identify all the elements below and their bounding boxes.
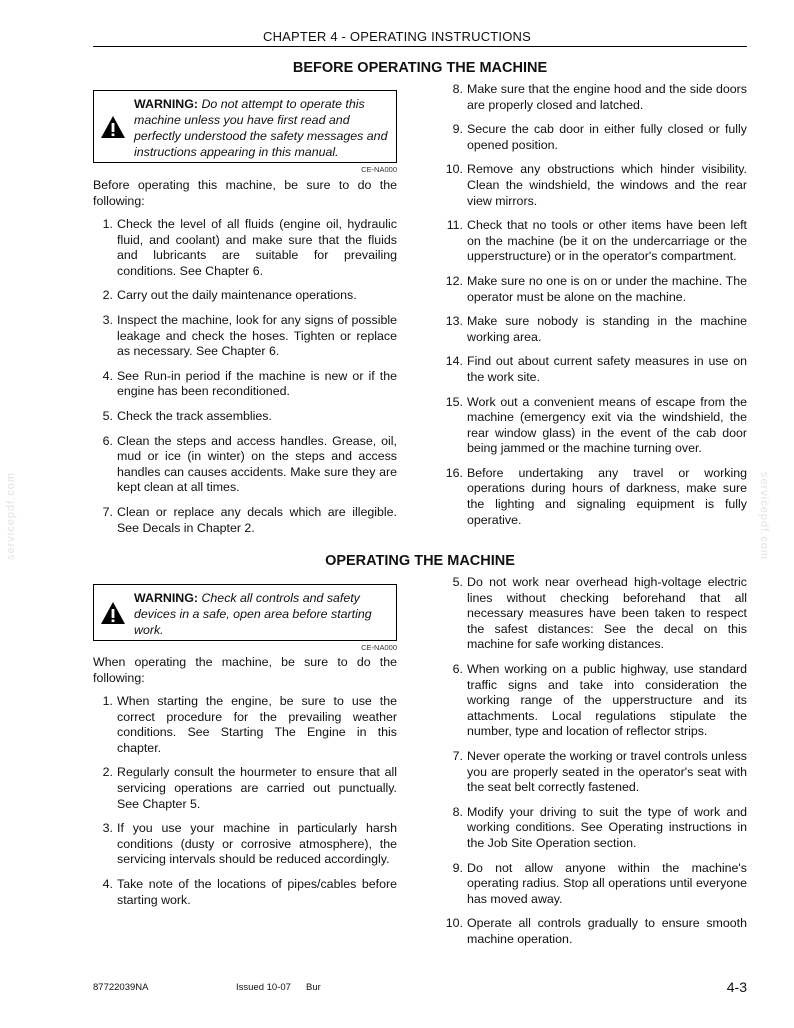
- warning-triangle-icon: [100, 601, 126, 625]
- list-item: 2. Carry out the daily maintenance operations.: [102, 288, 357, 303]
- list-item: 2. Regularly consult the hourmeter to ensure that all servicing operations are carried out punctually. See Chapter 5.: [102, 765, 397, 811]
- list-item: 3. If you use your machine in particularly harsh conditions (dusty or corrosive atmosphere), the servicing intervals should be reduced accordingly.: [102, 821, 397, 867]
- before-intro: Before operating this machine, be sure to do the following:: [93, 178, 397, 208]
- list-item: 9. Do not allow anyone within the machine's operating radius. Stop all operations until everyone has moved away.: [452, 860, 747, 906]
- watermark-right: servicepdf.com: [757, 472, 770, 560]
- warning-triangle-icon: [100, 115, 126, 139]
- warning-text: Do not attempt to operate this machine unless you have first read and perfectly understood the safety messages and instructions appearing in this manual.: [134, 97, 388, 159]
- warning-label: WARNING:: [134, 591, 199, 605]
- list-item: 4. Take note of the locations of pipes/cables before starting work.: [102, 876, 397, 907]
- list-item: 14. Find out about current safety measures in use on the work site.: [445, 354, 747, 384]
- warning-box-operating: [93, 584, 397, 641]
- watermark-left: servicepdf.com: [4, 472, 17, 560]
- list-item: 10. Operate all controls gradually to ensure smooth machine operation.: [445, 916, 747, 946]
- warning-label: WARNING:: [134, 97, 199, 111]
- list-item: 5. Check the track assemblies.: [102, 408, 272, 423]
- list-item: 8. Modify your driving to suit the type of work and working conditions. See Operating instructions in the Job Site Operation section.: [452, 804, 747, 850]
- list-item: 10. Remove any obstructions which hinder visibility. Clean the windshield, the windows and the rear view mirrors.: [445, 162, 747, 208]
- list-item: 12. Make sure no one is on or under the machine. The operator must be alone on the machine.: [445, 273, 747, 304]
- list-item: 4. See Run-in period if the machine is new or if the engine has been reconditioned.: [102, 368, 397, 399]
- warning-box-before: [93, 90, 397, 163]
- list-item: 7. Clean or replace any decals which are illegible. See Decals in Chapter 2.: [102, 504, 397, 535]
- before-list-right: [443, 82, 747, 537]
- list-item: 8. Make sure that the engine hood and the side doors are properly closed and latched.: [452, 82, 747, 112]
- list-item: 13. Make sure nobody is standing in the machine working area.: [445, 314, 747, 344]
- page-number: 4-3: [726, 979, 747, 995]
- warning-code: CE-NA000: [361, 165, 397, 174]
- header-rule: [93, 46, 747, 47]
- operating-intro: When operating the machine, be sure to do the following:: [93, 655, 397, 685]
- section-title-before: BEFORE OPERATING THE MACHINE: [292, 60, 548, 76]
- list-item: 6. Clean the steps and access handles. Grease, oil, mud or ice (in winter) on the steps and access handles can causes accidents. Make sure they are kept clean at all times.: [102, 433, 397, 495]
- list-item: 5. Do not work near overhead high-voltage electric lines without checking beforehand that all necessary measures have been taken to respect the safest distances: See the decal on this machine for safe working distances.: [452, 575, 747, 652]
- list-item: 11. Check that no tools or other items have been left on the machine (be it on the undercarriage or the upperstructure) or in the operator's compartment.: [446, 218, 747, 264]
- list-item: 1. When starting the engine, be sure to use the correct procedure for the prevailing weather conditions. See Starting The Engine in this chapter.: [102, 694, 397, 755]
- list-item: 3. Inspect the machine, look for any signs of possible leakage and check the hoses. Tighten or replace as necessary. See Chapter 6.: [102, 312, 397, 359]
- list-item: 9. Secure the cab door in either fully closed or fully opened position.: [452, 122, 747, 152]
- list-item: 6. When working on a public highway, use standard traffic signs and take into consideration the working range of the upperstructure and its attachments. Local regulations stipulate the number, type and location of reflector strips.: [452, 661, 747, 739]
- list-item: 15. Work out a convenient means of escape from the machine (emergency exit via the windshield, the rear window glass) in the event of the cab door being jammed or the machine turning over.: [445, 394, 747, 456]
- chapter-header: CHAPTER 4 - OPERATING INSTRUCTIONS: [262, 29, 532, 44]
- list-item: 16. Before undertaking any travel or working operations during hours of darkness, make sure the lighting and signaling equipment is fully operative.: [445, 465, 747, 527]
- operating-list-left: [93, 694, 397, 917]
- list-item: 7. Never operate the working or travel controls unless you are properly seated in the operator's seat with the seat belt correctly fastened.: [452, 748, 747, 795]
- warning-text: Check all controls and safety devices in a safe, open area before starting work.: [134, 591, 372, 637]
- footer-location: Bur: [306, 982, 321, 993]
- footer-part-number: 87722039NA: [93, 982, 149, 993]
- footer-issued: Issued 10-07: [236, 982, 291, 993]
- section-title-operating: OPERATING THE MACHINE: [325, 553, 515, 569]
- before-list-left: [93, 217, 397, 545]
- operating-list-right: [443, 575, 747, 956]
- list-item: 1. Check the level of all fluids (engine oil, hydraulic fluid, and coolant) and make sure that the fluids and lubricants are suitable for prevailing conditions. See Chapter 6.: [102, 217, 397, 278]
- warning-code: CE-NA000: [361, 643, 397, 652]
